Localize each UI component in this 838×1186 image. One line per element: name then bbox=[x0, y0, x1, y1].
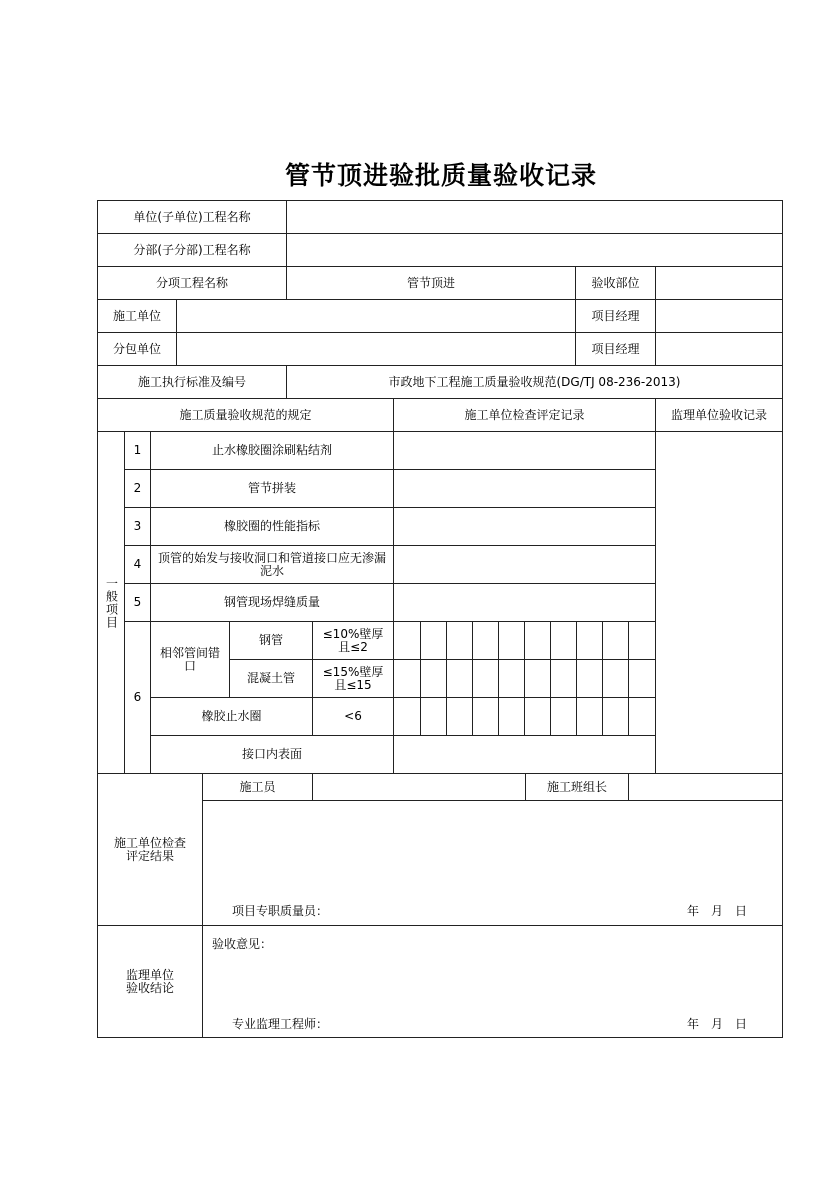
concrete-label: 混凝土管 bbox=[229, 659, 313, 698]
item-text: 钢管现场焊缝质量 bbox=[150, 583, 394, 622]
item-text: 顶管的始发与接收洞口和管道接口应无渗漏泥水 bbox=[150, 545, 394, 584]
foreman-label: 施工班组长 bbox=[525, 773, 629, 801]
measurement-cell[interactable] bbox=[420, 621, 447, 660]
acceptance-part-field[interactable] bbox=[655, 266, 783, 300]
measurement-cell[interactable] bbox=[524, 621, 551, 660]
measurement-cell[interactable] bbox=[628, 621, 656, 660]
foreman-field[interactable] bbox=[628, 773, 783, 801]
contractor-field[interactable] bbox=[176, 299, 576, 333]
measurement-cell[interactable] bbox=[602, 697, 629, 736]
measurement-cell[interactable] bbox=[446, 697, 473, 736]
measurement-cell[interactable] bbox=[628, 659, 656, 698]
contractor-date: 年 月 日 bbox=[687, 904, 748, 918]
worker-label: 施工员 bbox=[202, 773, 313, 801]
standard-value: 市政地下工程施工质量验收规范(DG/TJ 08-236-2013) bbox=[286, 365, 783, 399]
item-text: 止水橡胶圈涂刷粘结剂 bbox=[150, 431, 394, 470]
measurement-cell[interactable] bbox=[550, 697, 577, 736]
sub-project-field[interactable] bbox=[286, 233, 783, 267]
measurement-cell[interactable] bbox=[498, 621, 525, 660]
acceptance-part-label: 验收部位 bbox=[575, 266, 656, 300]
subcontractor-label: 分包单位 bbox=[97, 332, 177, 366]
spec-header: 施工质量验收规范的规定 bbox=[97, 398, 394, 432]
measurement-cell[interactable] bbox=[472, 659, 499, 698]
measurement-cell[interactable] bbox=[446, 659, 473, 698]
worker-field[interactable] bbox=[312, 773, 526, 801]
item-record[interactable] bbox=[393, 469, 656, 508]
measurement-cell[interactable] bbox=[393, 697, 421, 736]
item-6-number: 6 bbox=[124, 621, 151, 774]
item-text: 橡胶圈的性能指标 bbox=[150, 507, 394, 546]
item-number: 4 bbox=[124, 545, 151, 584]
supervisor-record-header: 监理单位验收记录 bbox=[655, 398, 783, 432]
engineer-label: 专业监理工程师： bbox=[232, 1017, 329, 1031]
measurement-cell[interactable] bbox=[524, 659, 551, 698]
item-number: 2 bbox=[124, 469, 151, 508]
contractor-record-header: 施工单位检查评定记录 bbox=[393, 398, 656, 432]
sub-project-label: 分部(子分部)工程名称 bbox=[97, 233, 287, 267]
measurement-cell[interactable] bbox=[498, 659, 525, 698]
measurement-cell[interactable] bbox=[472, 697, 499, 736]
item-record[interactable] bbox=[393, 431, 656, 470]
measurement-cell[interactable] bbox=[446, 621, 473, 660]
item-number: 5 bbox=[124, 583, 151, 622]
measurement-cell[interactable] bbox=[576, 697, 603, 736]
unit-project-field[interactable] bbox=[286, 200, 783, 234]
item-record[interactable] bbox=[393, 507, 656, 546]
measurement-cell[interactable] bbox=[602, 621, 629, 660]
project-manager-field[interactable] bbox=[655, 299, 783, 333]
concrete-limit: ≤15%壁厚且≤15 bbox=[312, 659, 394, 698]
item-record[interactable] bbox=[393, 545, 656, 584]
sub-project-manager-field[interactable] bbox=[655, 332, 783, 366]
measurement-cell[interactable] bbox=[420, 659, 447, 698]
contractor-result-label: 施工单位检查评定结果 bbox=[97, 773, 203, 926]
item-project-value[interactable]: 管节顶进 bbox=[286, 266, 576, 300]
item-project-label: 分项工程名称 bbox=[97, 266, 287, 300]
general-items-label: 一般项目 bbox=[97, 431, 125, 774]
inner-surface-record[interactable] bbox=[393, 735, 656, 774]
item-number: 3 bbox=[124, 507, 151, 546]
measurement-cell[interactable] bbox=[472, 621, 499, 660]
offset-label: 相邻管间错口 bbox=[150, 621, 230, 698]
supervisor-result-label: 监理单位验收结论 bbox=[97, 925, 203, 1038]
unit-project-label: 单位(子单位)工程名称 bbox=[97, 200, 287, 234]
steel-limit: ≤10%壁厚且≤2 bbox=[312, 621, 394, 660]
rubber-label: 橡胶止水圈 bbox=[150, 697, 313, 736]
item-text: 管节拼装 bbox=[150, 469, 394, 508]
sub-project-manager-label: 项目经理 bbox=[575, 332, 656, 366]
contractor-label: 施工单位 bbox=[97, 299, 177, 333]
inner-surface-label: 接口内表面 bbox=[150, 735, 394, 774]
measurement-cell[interactable] bbox=[602, 659, 629, 698]
standard-label: 施工执行标准及编号 bbox=[97, 365, 287, 399]
inspector-label: 项目专职质量员： bbox=[232, 904, 329, 918]
measurement-cell[interactable] bbox=[550, 621, 577, 660]
measurement-cell[interactable] bbox=[393, 621, 421, 660]
steel-label: 钢管 bbox=[229, 621, 313, 660]
measurement-cell[interactable] bbox=[628, 697, 656, 736]
measurement-cell[interactable] bbox=[393, 659, 421, 698]
measurement-cell[interactable] bbox=[420, 697, 447, 736]
project-manager-label: 项目经理 bbox=[575, 299, 656, 333]
item-number: 1 bbox=[124, 431, 151, 470]
supervisor-record-field[interactable] bbox=[655, 431, 783, 774]
measurement-cell[interactable] bbox=[498, 697, 525, 736]
measurement-cell[interactable] bbox=[576, 659, 603, 698]
measurement-cell[interactable] bbox=[550, 659, 577, 698]
opinion-label: 验收意见： bbox=[212, 937, 273, 951]
supervisor-date: 年 月 日 bbox=[687, 1017, 748, 1031]
rubber-limit: <6 bbox=[312, 697, 394, 736]
subcontractor-field[interactable] bbox=[176, 332, 576, 366]
page-title: 管节顶进验批质量验收记录 bbox=[284, 161, 597, 190]
measurement-cell[interactable] bbox=[524, 697, 551, 736]
measurement-cell[interactable] bbox=[576, 621, 603, 660]
item-record[interactable] bbox=[393, 583, 656, 622]
